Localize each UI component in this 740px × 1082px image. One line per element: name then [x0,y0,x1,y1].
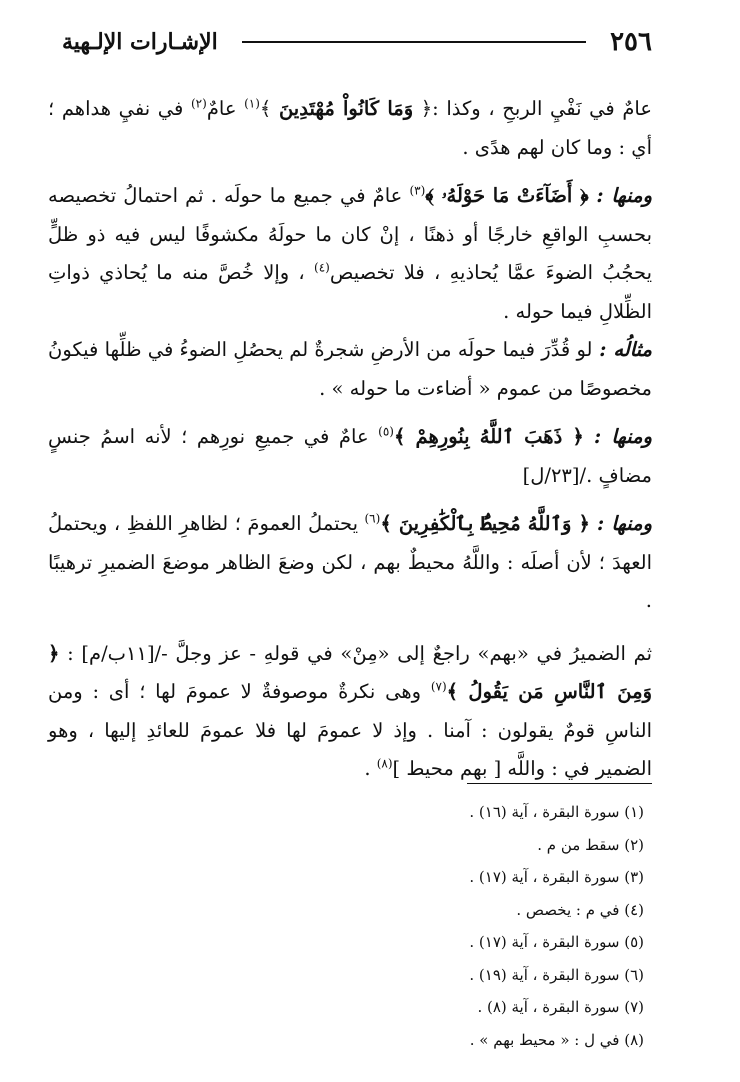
text-run: لو قُدِّرَ فيما حولَه من الأرضِ شجرةٌ لم يحصُلِ الضوءُ في ظلِّها فيكونُ مخصوصًا من عموم « أضاءت ما حوله » . [48,338,652,400]
section-lead: ومنها : [589,512,652,535]
footnote: (٨) في ل : « محيط بهم » . [469,1030,644,1049]
footnote-ref: (٢) [190,96,207,111]
footnotes [284,796,644,1056]
text-run: ، وإلا خُصَّ منه ما يُحاذي ذواتِ الظِّلالِ فيما حوله . [48,261,652,323]
footnote: (٧) سورة البقرة ، آية (٨) . [477,998,644,1016]
page-number: ٢٥٦ [610,27,652,57]
text-run: عامٌ في جميع ما حولَه . ثم احتمالُ تخصيصه بحسبِ الواقعِ خارجًا أو ذهنًا ، إنْ كان ما حولَهُ مكشوفًا ليس فيه ذو ظلٍّ يحجُبُ الضوءَ عمَّا يُحاذيهِ ، فلا تخصيص [48,184,652,284]
text-run: عامٌ في جميعِ نورِهم ؛ لأنه اسمُ جنسٍ مضافٍ ./[٢٣/ل] [48,425,652,487]
section-lead: مثالُه : [592,338,652,361]
footnote: (٦) سورة البقرة ، آية (١٩) . [469,965,644,984]
paragraph-4 [48,418,652,495]
section-lead: ومنها : [583,425,652,448]
footnote-ref: (٨) [376,756,393,771]
quran-verse: ﴿ أَضَآءَتْ مَا حَوْلَهُۥ ﴾ [425,184,589,207]
footnote-ref: (١) [244,96,260,111]
header-rule [242,41,586,43]
footnote-ref: (٦) [364,511,381,526]
footnote-ref: (٥) [378,424,394,439]
paragraph-5 [48,505,652,621]
paragraph-2 [48,177,652,331]
text-run: عامٌ في نَفْيِ الربحِ ، وكذا :﴿ [413,97,652,120]
paragraph-6 [48,635,652,789]
footnote-ref: (٤) [314,260,330,275]
footnote: (١) سورة البقرة ، آية (١٦) . [469,803,644,821]
quran-verse: ﴿ وَمِنَ ٱلنَّاسِ مَن يَقُولُ ﴾ [48,641,652,703]
main-text [48,90,652,789]
running-title: الإشـارات الإلـهية [62,29,218,55]
text-run: ثم الضميرُ في «بهم» راجعٌ إلى «مِنْ» في قولهِ - عز وجلَّ -/[١١ب/م] : [59,641,653,665]
footnote: (٥) سورة البقرة ، آية (١٧) . [469,933,644,951]
quran-verse: وَمَا كَانُواْ مُهْتَدِينَ [278,97,414,120]
footnote-ref: (٧) [430,679,447,694]
footnote: (٢) سقط من م . [537,835,644,854]
text-run: في نفيِ هداهم ؛ أي : وما كان لهم هدًى . [48,97,652,159]
text-run: عامٌ [206,97,245,120]
paragraph-3 [48,331,652,408]
footnote: (٣) سورة البقرة ، آية (١٧) . [469,868,644,886]
quran-verse: ﴿ وَٱللَّهُ مُحِيطٌۢ بِٱلْكَٰفِرِينَ ﴾ [380,512,590,535]
footnote-divider [467,783,652,784]
footnote: (٤) في م : يخصص . [516,900,644,919]
page-header [62,24,652,60]
footnote-ref: (٣) [409,183,426,198]
quran-verse: ﴿ ذَهَبَ ٱللَّهُ بِنُورِهِمْ ﴾ [393,425,584,448]
text-run: . [364,757,377,780]
text-run: يحتملُ العمومَ ؛ لظاهرِ اللفظِ ، ويحتملُ العهدَ ؛ لأن أصلَه : واللَّهُ محيطٌ بهم ، لكن وضعَ الظاهر موضعَ الضميرِ ترهيبًا . [48,512,652,612]
paragraph-1 [48,90,652,167]
text-run: وهى نكرةٌ موصوفةٌ لا عمومَ لها ؛ أى : ومن الناسِ قومٌ يقولون : آمنا . وإذ لا عمومَ لها فلا عمومَ للعائدِ إليها ، وهو الضمير في : واللَّه [ بهم محيط ] [48,680,652,780]
section-lead: ومنها : [588,184,652,207]
text-run: ﴾ [259,97,279,120]
